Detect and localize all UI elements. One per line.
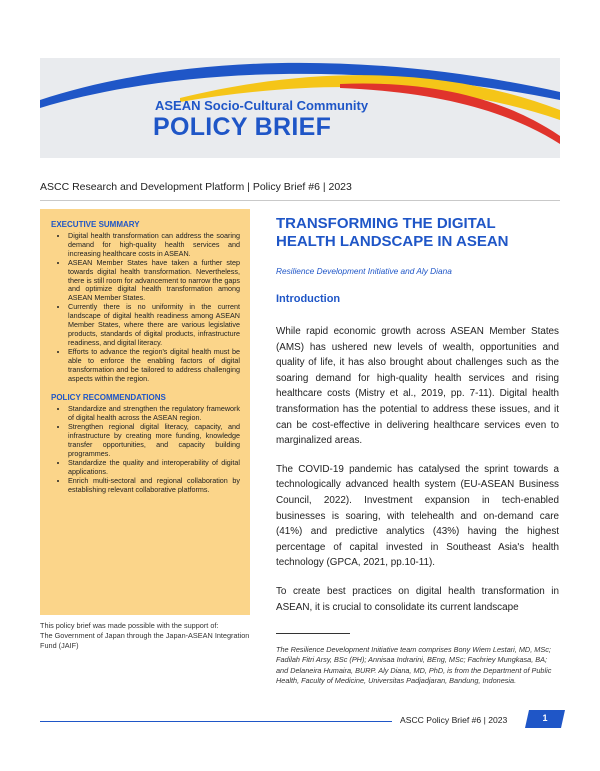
header-banner xyxy=(40,58,560,158)
brief-title: POLICY BRIEF xyxy=(153,113,332,141)
list-item: • ASEAN Member States have taken a further step towards digital health transformation. Nevertheless, there is still room for advancement to narrow the gaps and optimize digital health transformation among ASEAN Member States. xyxy=(68,259,240,304)
support-note xyxy=(40,621,255,651)
page-number: 1 xyxy=(542,713,548,723)
article-title: TRANSFORMING THE DIGITAL HEALTH LANDSCAPE IN ASEAN xyxy=(276,215,509,250)
footer-line xyxy=(40,721,392,722)
recommendations-heading: POLICY RECOMMENDATIONS xyxy=(51,393,166,403)
executive-summary-heading: EXECUTIVE SUMMARY xyxy=(51,220,140,229)
summary-sidebar xyxy=(40,209,250,615)
support-line: This policy brief was made possible with the support of: xyxy=(40,621,219,630)
org-name: ASEAN Socio-Cultural Community xyxy=(155,98,369,113)
main-column xyxy=(276,215,559,615)
header-divider xyxy=(40,200,560,201)
executive-summary-list xyxy=(50,232,240,383)
footnote: The Resilience Development Initiative team comprises Bony Wiem Lestari, MD, MSc; Fadilah Fitri Arsy, BSc (PH); Annisaa Indrarini, BEng, MSc; Fachriey Mungkasa, BA; and Delaneira Humaira, BURP. Aly Diana, MD, PhD, is from the Department of Public Health, Faculty of Medicine, Universitas Padjadjaran, Bandung, Indonesia. xyxy=(276,645,552,685)
footnote-divider xyxy=(276,633,350,634)
paragraph: The COVID-19 pandemic has catalysed the sprint towards a technologically advanced health system (EU-ASEAN Business Council, 2022). Investment expansion in tech-enabled businesses is soaring, with telehealth and on-demand care (41%) and predictive analytics (43%) having the highest percentage of capital invested in Southeast Asia's health technology (GPCA, 2021, pp.10-11). xyxy=(276,463,559,569)
list-item: • Currently there is no uniformity in the current landscape of digital health readiness among ASEAN Member States, where there are various legislative products, standards of digital products, infrastructure readiness, and digital literacy. xyxy=(68,303,240,348)
list-item: • Standardize and strengthen the regulatory framework of digital health across the ASEAN region. xyxy=(68,405,240,423)
list-item: • Digital health transformation can address the soaring demand for high-quality health services and increasing healthcare costs in ASEAN. xyxy=(68,232,240,259)
recommendations-list xyxy=(50,405,240,494)
list-item: • Enrich multi-sectoral and regional collaboration by establishing relevant collaborative platforms. xyxy=(68,477,240,495)
list-item: • Strengthen regional digital literacy, capacity, and infrastructure by creating more funding, knowledge transfer opportunities, and capacity building programmes. xyxy=(68,423,240,459)
meta-line: ASCC Research and Development Platform | Policy Brief #6 | 2023 xyxy=(40,181,352,193)
support-funder: The Government of Japan through the Japan-ASEAN Integration Fund (JAIF) xyxy=(40,631,250,650)
footer-text: ASCC Policy Brief #6 | 2023 xyxy=(400,715,508,725)
list-item: • Efforts to advance the region's digital health must be able to enforce the enabling factors of digital transformation and be tailored to address challenging aspects within the region. xyxy=(68,348,240,384)
intro-heading: Introduction xyxy=(276,293,341,305)
paragraph: To create best practices on digital health transformation in ASEAN, it is crucial to consolidate its current landscape xyxy=(276,585,559,613)
article-authors: Resilience Development Initiative and Aly Diana xyxy=(276,266,452,276)
list-item: • Standardize the quality and interoperability of digital applications. xyxy=(68,459,240,477)
paragraph: While rapid economic growth across ASEAN Member States (AMS) has ushered new levels of wealth, opportunities and quality of life, it has also brought about challenges such as the soaring demand for high-quality health services and rising healthcare costs (Mistry et al., 2019, pp. 7-11). Digital health transformation has the potential to address these issues, and it can be cost-effective in delivering healthcare services even to marginalized areas. xyxy=(276,326,559,447)
